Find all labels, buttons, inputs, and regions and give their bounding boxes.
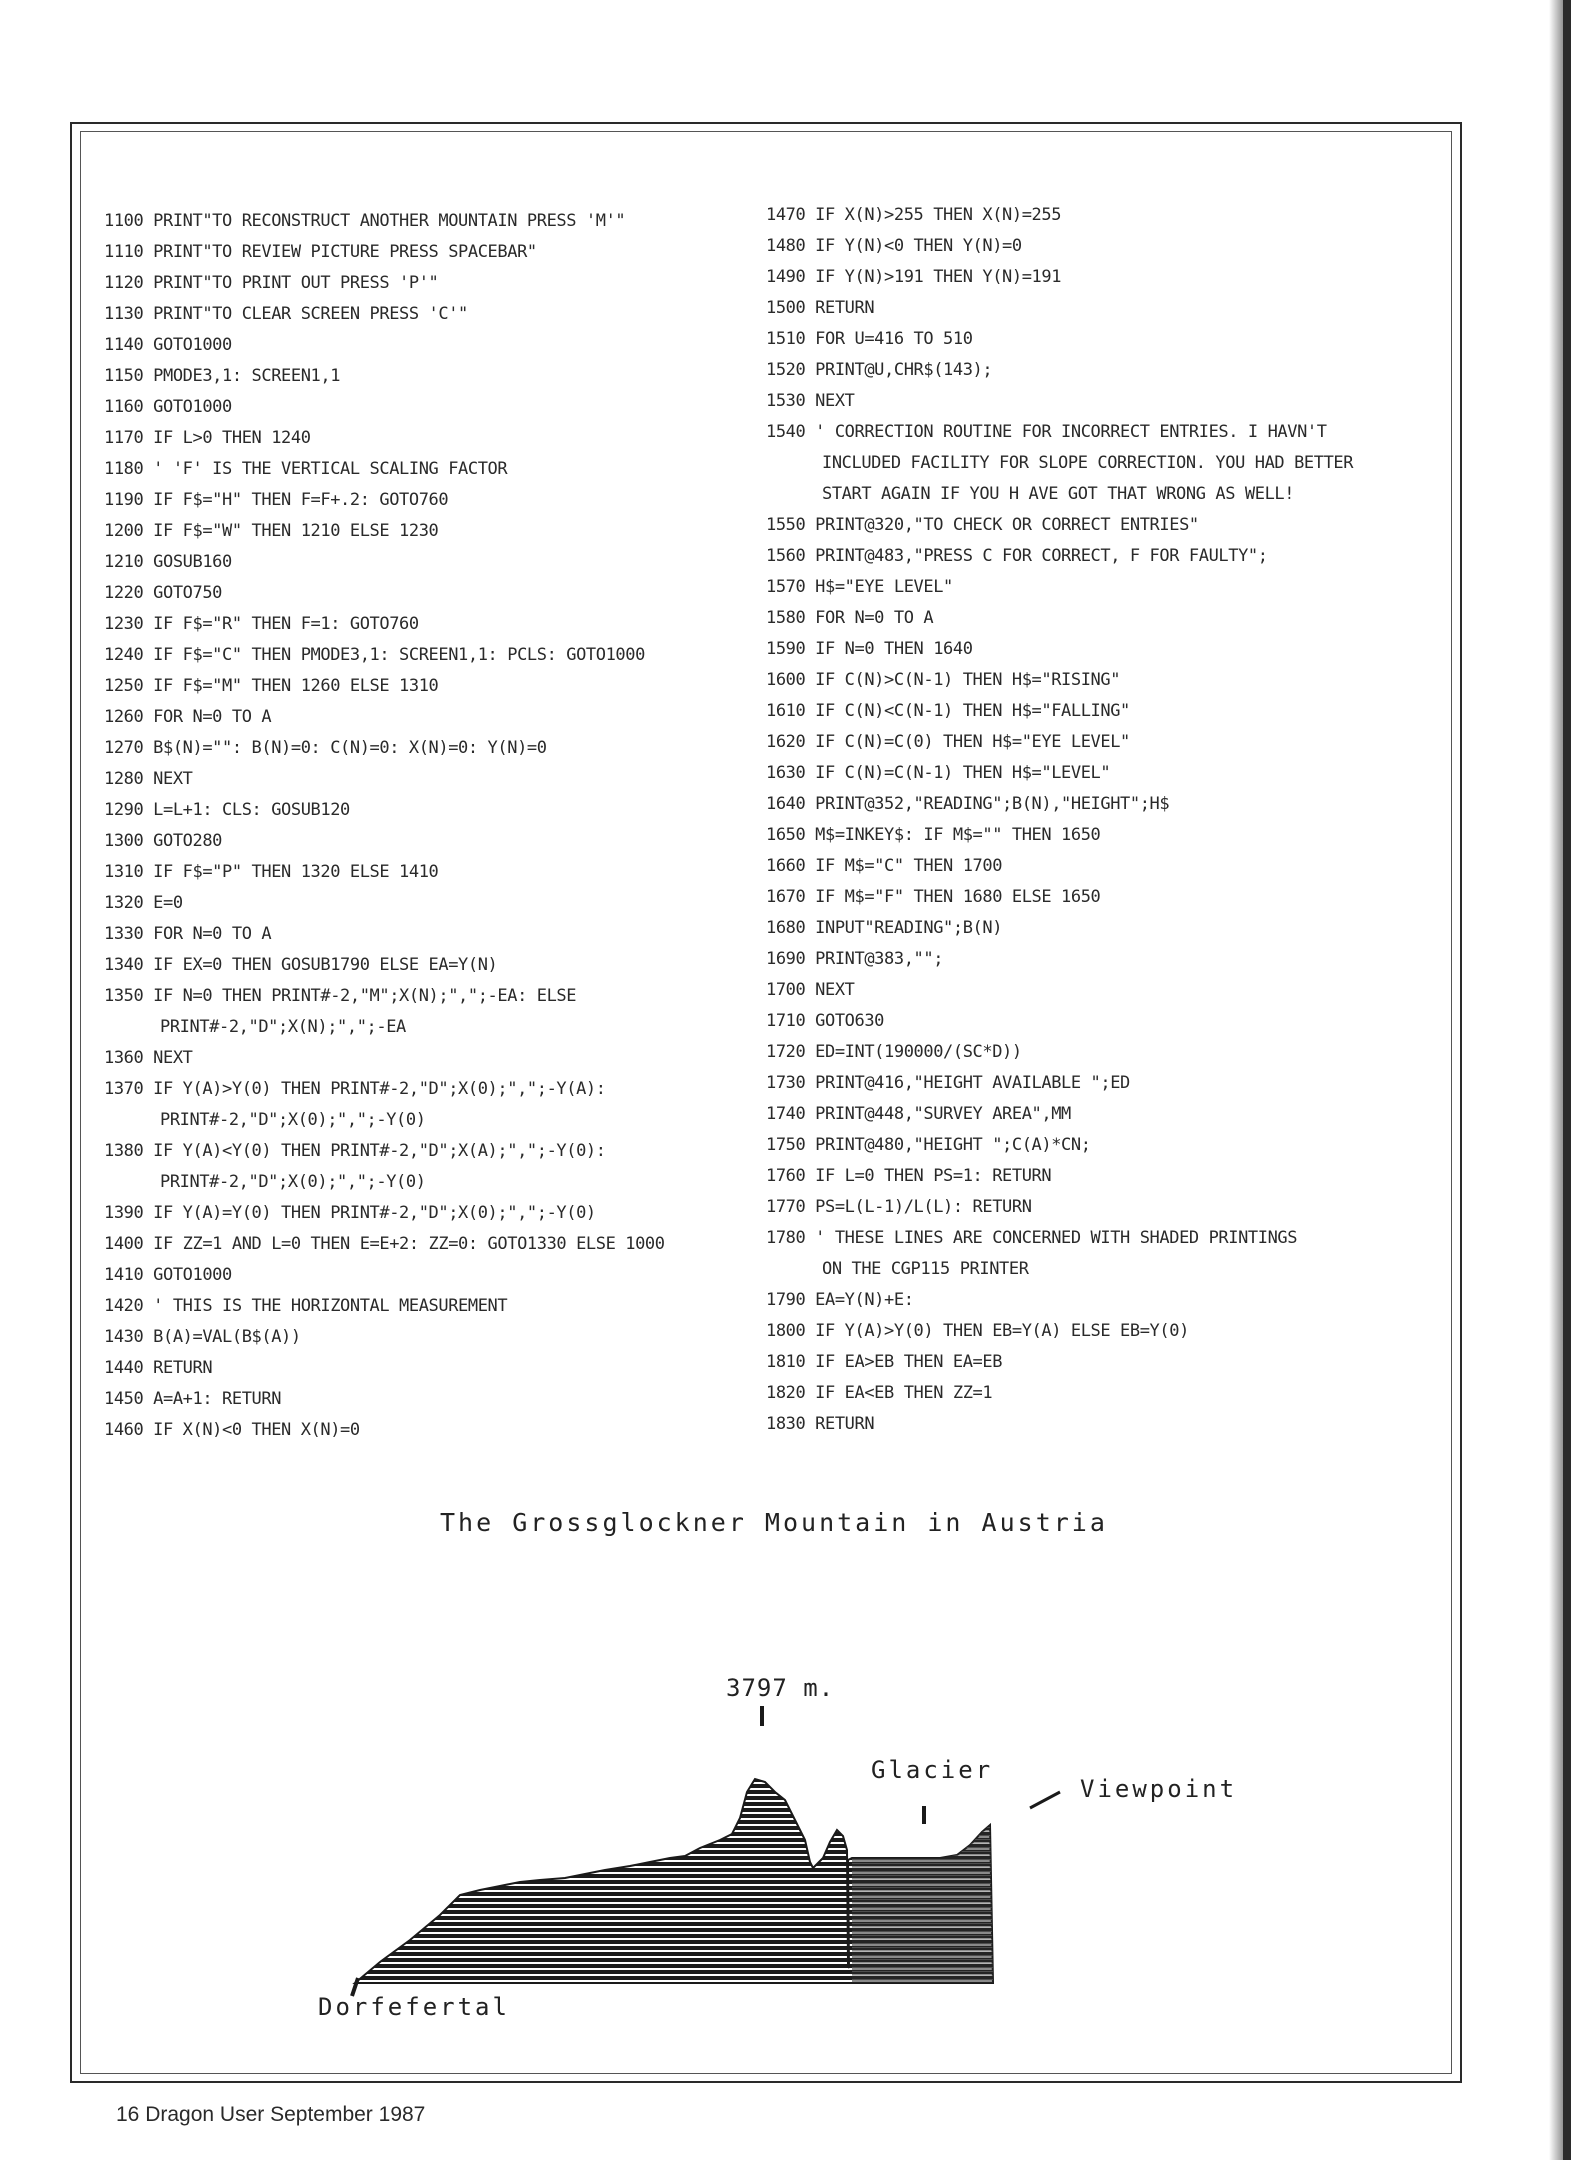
code-line: 1380 IF Y(A)<Y(0) THEN PRINT#-2,"D";X(A);",";-Y(0): PRINT#-2,"D";X(0);",";-Y(0) [104, 1136, 764, 1198]
code-line: 1290 L=L+1: CLS: GOSUB120 [104, 800, 350, 820]
code-line: 1760 IF L=0 THEN PS=1: RETURN [766, 1166, 1052, 1186]
code-line: 1730 PRINT@416,"HEIGHT AVAILABLE ";ED [766, 1073, 1130, 1093]
code-line: 1100 PRINT"TO RECONSTRUCT ANOTHER MOUNTAIN PRESS 'M'" [104, 211, 626, 231]
code-line: 1120 PRINT"TO PRINT OUT PRESS 'P'" [104, 273, 439, 293]
code-line-continuation: ON THE CGP115 PRINTER [822, 1259, 1029, 1279]
code-line: 1510 FOR U=416 TO 510 [766, 329, 973, 349]
left-code-listing [104, 206, 764, 1446]
code-line: 1390 IF Y(A)=Y(0) THEN PRINT#-2,"D";X(0);",";-Y(0) [104, 1203, 596, 1223]
code-line: 1450 A=A+1: RETURN [104, 1389, 282, 1409]
code-line: 1460 IF X(N)<0 THEN X(N)=0 [104, 1420, 360, 1440]
code-line: 1430 B(A)=VAL(B$(A)) [104, 1327, 301, 1347]
glacier-label: Glacier [871, 1756, 994, 1784]
code-line: 1780 ' THESE LINES ARE CONCERNED WITH SHADED PRINTINGS ON THE CGP115 PRINTER [766, 1223, 1446, 1285]
code-line: 1660 IF M$="C" THEN 1700 [766, 856, 1003, 876]
code-line: 1140 GOTO1000 [104, 335, 232, 355]
code-line: 1340 IF EX=0 THEN GOSUB1790 ELSE EA=Y(N) [104, 955, 498, 975]
code-line: 1820 IF EA<EB THEN ZZ=1 [766, 1383, 993, 1403]
valley-marker [352, 1978, 358, 1996]
code-line: 1440 RETURN [104, 1358, 213, 1378]
code-line: 1830 RETURN [766, 1414, 875, 1434]
code-line: 1350 IF N=0 THEN PRINT#-2,"M";X(N);",";-EA: ELSE PRINT#-2,"D";X(N);",";-EA [104, 981, 764, 1043]
code-line: 1210 GOSUB160 [104, 552, 232, 572]
code-line: 1280 NEXT [104, 769, 193, 789]
mountain-profile-illustration [340, 1700, 1100, 2000]
code-line: 1590 IF N=0 THEN 1640 [766, 639, 973, 659]
code-line: 1260 FOR N=0 TO A [104, 707, 272, 727]
code-line-continuation: PRINT#-2,"D";X(0);",";-Y(0) [160, 1110, 426, 1130]
code-line: 1150 PMODE3,1: SCREEN1,1 [104, 366, 341, 386]
code-line: 1360 NEXT [104, 1048, 193, 1068]
code-line-continuation: INCLUDED FACILITY FOR SLOPE CORRECTION. YOU HAD BETTER [822, 453, 1354, 473]
code-line: 1570 H$="EYE LEVEL" [766, 577, 953, 597]
code-line-continuation: PRINT#-2,"D";X(0);",";-Y(0) [160, 1172, 426, 1192]
summit-height-label: 3797 m. [726, 1674, 835, 1702]
code-line: 1770 PS=L(L-1)/L(L): RETURN [766, 1197, 1032, 1217]
code-line: 1370 IF Y(A)>Y(0) THEN PRINT#-2,"D";X(0);",";-Y(A): PRINT#-2,"D";X(0);",";-Y(0) [104, 1074, 764, 1136]
code-line: 1610 IF C(N)<C(N-1) THEN H$="FALLING" [766, 701, 1130, 721]
valley-label: Dorfefertal [318, 1993, 510, 2021]
code-line: 1200 IF F$="W" THEN 1210 ELSE 1230 [104, 521, 439, 541]
code-line: 1220 GOTO750 [104, 583, 223, 603]
code-line-continuation: START AGAIN IF YOU H AVE GOT THAT WRONG AS WELL! [822, 484, 1295, 504]
code-line: 1470 IF X(N)>255 THEN X(N)=255 [766, 205, 1062, 225]
code-line: 1580 FOR N=0 TO A [766, 608, 934, 628]
code-line: 1700 NEXT [766, 980, 855, 1000]
code-line: 1410 GOTO1000 [104, 1265, 232, 1285]
code-line: 1800 IF Y(A)>Y(0) THEN EB=Y(A) ELSE EB=Y(0) [766, 1321, 1189, 1341]
code-line: 1400 IF ZZ=1 AND L=0 THEN E=E+2: ZZ=0: GOTO1330 ELSE 1000 [104, 1234, 665, 1254]
code-line: 1230 IF F$="R" THEN F=1: GOTO760 [104, 614, 419, 634]
code-line: 1710 GOTO630 [766, 1011, 885, 1031]
code-line: 1530 NEXT [766, 391, 855, 411]
code-line: 1650 M$=INKEY$: IF M$="" THEN 1650 [766, 825, 1101, 845]
code-line: 1480 IF Y(N)<0 THEN Y(N)=0 [766, 236, 1022, 256]
code-line: 1310 IF F$="P" THEN 1320 ELSE 1410 [104, 862, 439, 882]
code-line: 1180 ' 'F' IS THE VERTICAL SCALING FACTOR [104, 459, 508, 479]
code-line: 1490 IF Y(N)>191 THEN Y(N)=191 [766, 267, 1062, 287]
code-line: 1250 IF F$="M" THEN 1260 ELSE 1310 [104, 676, 439, 696]
code-line: 1520 PRINT@U,CHR$(143); [766, 360, 993, 380]
page-edge-shadow [1549, 0, 1571, 2160]
page-footer: 16 Dragon User September 1987 [116, 2103, 426, 2126]
code-line: 1270 B$(N)="": B(N)=0: C(N)=0: X(N)=0: Y(N)=0 [104, 738, 547, 758]
code-line: 1790 EA=Y(N)+E: [766, 1290, 914, 1310]
code-line: 1160 GOTO1000 [104, 397, 232, 417]
code-line: 1670 IF M$="F" THEN 1680 ELSE 1650 [766, 887, 1101, 907]
viewpoint-marker [1030, 1792, 1060, 1808]
code-line: 1500 RETURN [766, 298, 875, 318]
code-line: 1300 GOTO280 [104, 831, 223, 851]
code-line: 1600 IF C(N)>C(N-1) THEN H$="RISING" [766, 670, 1121, 690]
code-line: 1420 ' THIS IS THE HORIZONTAL MEASUREMENT [104, 1296, 508, 1316]
code-line: 1720 ED=INT(190000/(SC*D)) [766, 1042, 1022, 1062]
code-line: 1540 ' CORRECTION ROUTINE FOR INCORRECT ENTRIES. I HAVN'T INCLUDED FACILITY FOR SLOPE CORRECTION. YOU HAD BETTER START AGAIN IF YOU H AVE GOT THAT WRONG AS WELL! [766, 417, 1446, 510]
code-line: 1240 IF F$="C" THEN PMODE3,1: SCREEN1,1: PCLS: GOTO1000 [104, 645, 645, 665]
code-line: 1630 IF C(N)=C(N-1) THEN H$="LEVEL" [766, 763, 1111, 783]
code-line: 1690 PRINT@383,""; [766, 949, 944, 969]
code-line: 1640 PRINT@352,"READING";B(N),"HEIGHT";H$ [766, 794, 1170, 814]
code-line: 1130 PRINT"TO CLEAR SCREEN PRESS 'C'" [104, 304, 468, 324]
code-line: 1110 PRINT"TO REVIEW PICTURE PRESS SPACEBAR" [104, 242, 537, 262]
figure-title: The Grossglockner Mountain in Austria [440, 1508, 1108, 1537]
code-line: 1550 PRINT@320,"TO CHECK OR CORRECT ENTRIES" [766, 515, 1199, 535]
glacier-shading [852, 1825, 993, 1983]
code-line: 1190 IF F$="H" THEN F=F+.2: GOTO760 [104, 490, 449, 510]
code-line: 1320 E=0 [104, 893, 183, 913]
code-line: 1170 IF L>0 THEN 1240 [104, 428, 311, 448]
code-line: 1750 PRINT@480,"HEIGHT ";C(A)*CN; [766, 1135, 1091, 1155]
code-line: 1560 PRINT@483,"PRESS C FOR CORRECT, F FOR FAULTY"; [766, 546, 1268, 566]
code-line: 1740 PRINT@448,"SURVEY AREA",MM [766, 1104, 1071, 1124]
right-code-listing [766, 200, 1446, 1440]
code-line: 1330 FOR N=0 TO A [104, 924, 272, 944]
viewpoint-label: Viewpoint [1080, 1775, 1238, 1803]
code-line: 1810 IF EA>EB THEN EA=EB [766, 1352, 1003, 1372]
code-line: 1620 IF C(N)=C(0) THEN H$="EYE LEVEL" [766, 732, 1130, 752]
code-line: 1680 INPUT"READING";B(N) [766, 918, 1003, 938]
code-line-continuation: PRINT#-2,"D";X(N);",";-EA [160, 1017, 406, 1037]
